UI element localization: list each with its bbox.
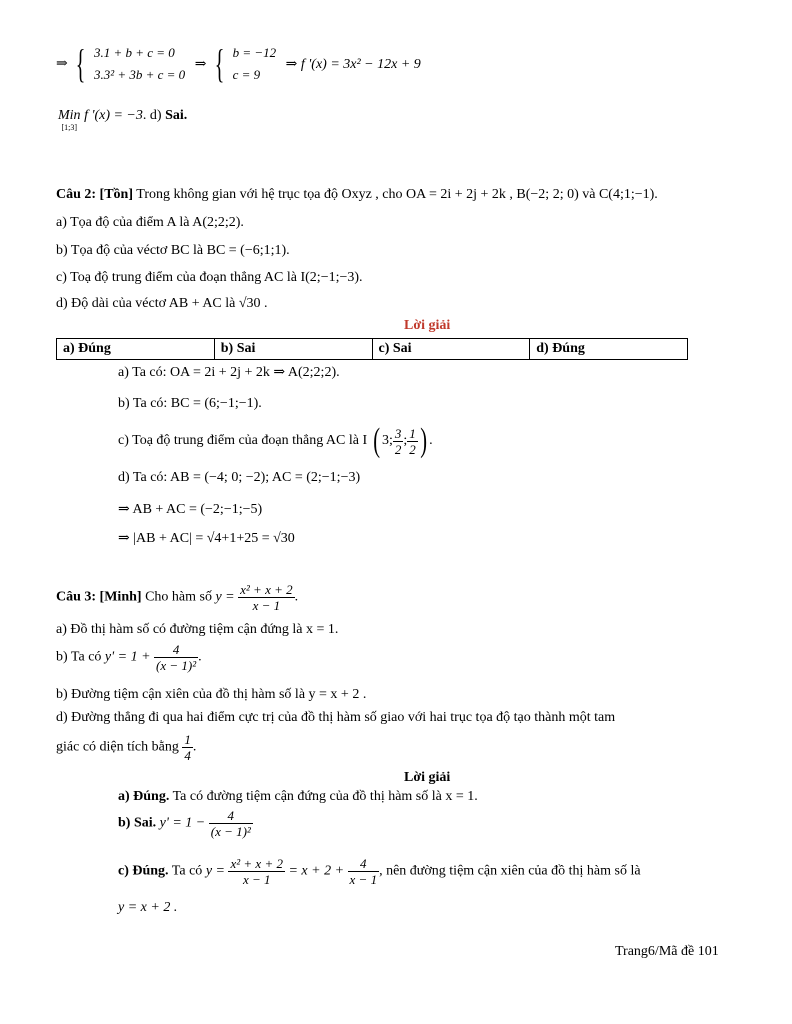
min-label: Min [58, 108, 81, 123]
fraction-denominator: 2 [394, 441, 402, 457]
system-2 [233, 42, 277, 86]
min-subscript: [1;3] [61, 123, 78, 132]
q2-option-d: d) Độ dài của véctơ AB + AC là √30 . [56, 296, 268, 311]
q3-option-b-expr: y' = 1 + [104, 649, 151, 665]
q2-solution-c-text: c) Toạ độ trung điểm của đoạn thẳng AC là I [118, 433, 368, 448]
system-1-line-2: 3.3² + 3b + c = 0 [93, 67, 186, 82]
q3-option-c: b) Đường tiệm cận xiên của đồ thị hàm số là y = x + 2 . [56, 687, 367, 702]
q2-option-c: c) Toạ độ trung điểm của đoạn thẳng AC là I(2;−1;−3). [56, 270, 363, 285]
left-paren: ( [372, 422, 380, 459]
q3-solution-title: Lời giải [404, 770, 451, 785]
q3-solution-c-fraction-2 [348, 856, 380, 887]
fraction-numerator: 4 [348, 856, 380, 872]
q3-solution-c-fraction-1 [228, 856, 284, 887]
q3-solution-a [118, 789, 478, 805]
min-line [58, 108, 187, 132]
q3-solution-c-text: Ta có [168, 863, 206, 879]
q2-solution-title: Lời giải [404, 318, 451, 333]
fraction-numerator: x² + x + 2 [240, 582, 293, 597]
table-row [57, 339, 688, 360]
implies-arrow: ⇒ [56, 56, 68, 72]
q3-solution-c [118, 856, 641, 887]
midpoint-x: 3; [381, 433, 393, 448]
q2-solution-d-1: d) Ta có: AB = (−4; 0; −2); AC = (2;−1;−3) [118, 470, 361, 485]
q3-solution-a-verdict: a) Đúng. [118, 789, 170, 804]
q3-solution-c-mid: = x + 2 + [288, 863, 345, 879]
system-2-line-1: b = −12 [232, 45, 277, 60]
q3-function-fraction [238, 582, 294, 613]
implies-arrow: ⇒ [194, 56, 207, 72]
fraction-numerator: 1 [409, 425, 416, 441]
q3-label: Câu 3: [Minh] [56, 589, 142, 605]
q3-solution-c-y: y = [205, 863, 225, 879]
fraction-denominator: 4 [184, 748, 191, 763]
q2-option-b: b) Tọa độ của véctơ BC là BC = (−6;1;1). [56, 243, 290, 258]
fraction-denominator: x − 1 [252, 598, 281, 613]
q3-solution-c-last: y = x + 2 . [118, 900, 178, 915]
fraction-denominator: 2 [409, 441, 416, 457]
q2-stem [56, 187, 658, 203]
q3-stem: Câu 3: [Minh] Cho hàm số y = $\frac{\text{x² + x + 2}}{x - 1}$ . [56, 582, 299, 613]
q3-solution-b-fraction [209, 808, 253, 839]
q3-option-d-text: giác có diện tích bằng [56, 739, 183, 755]
min-operator [58, 108, 81, 132]
q2-solution-b: b) Ta có: BC = (6;−1;−1). [118, 396, 262, 411]
fraction-numerator: 1 [184, 732, 191, 747]
q2-answer-table [56, 338, 688, 360]
system-2-line-2: c = 9 [232, 67, 261, 82]
q3-stem-text: Cho hàm số [141, 589, 216, 605]
left-brace: { [76, 41, 86, 86]
min-expression: f '(x) = −3 [80, 108, 143, 123]
q3-option-b-fraction [154, 642, 198, 673]
top-system-line [56, 42, 421, 86]
min-verdict: Sai. [165, 108, 188, 123]
q3-option-b: b) Ta có y' = 1 + $\frac{4}{\text{(x − 1)²}}$ . [56, 642, 202, 673]
q2-stem-text: Trong không gian với hệ trục tọa độ Oxyz , cho OA = 2i + 2j + 2k , B(−2; 2; 0) và C(4;1;−1). [133, 187, 658, 202]
q3-option-d-line-1: d) Đường thẳng đi qua hai điểm cực trị của đồ thị hàm số giao với hai trục tọa độ tạo thành một tam [56, 710, 616, 725]
fraction-denominator: (x − 1)² [210, 824, 251, 839]
fraction-numerator: x² + x + 2 [230, 856, 283, 871]
page-footer: Trang6/Mã đề 101 [615, 944, 719, 959]
fraction-denominator: (x − 1)² [156, 658, 197, 673]
fraction-numerator: 4 [154, 642, 198, 658]
q2-solution-d-2: ⇒ AB + AC = (−2;−1;−5) [118, 502, 263, 517]
q3-y-equals: y = [215, 589, 235, 605]
q3-solution-c-post: , nên đường tiệm cận xiên của đồ thị hàm số là [379, 863, 641, 879]
system-1 [94, 42, 185, 86]
q2-solution-c: c) Toạ độ trung điểm của đoạn thẳng AC là I ( 3; $\frac{3}{2}$ ; $\frac{1}{2}$ ) . [118, 422, 433, 459]
q2-option-a: a) Tọa độ của điểm A là A(2;2;2). [56, 215, 244, 230]
left-brace: { [214, 41, 225, 86]
q3-option-a: a) Đồ thị hàm số có đường tiệm cận đứng là x = 1. [56, 622, 339, 637]
q3-solution-c-verdict: c) Đúng. [118, 863, 169, 879]
answer-d: d) Đúng [530, 339, 688, 360]
q3-solution-b [118, 808, 253, 839]
min-d: . d) [142, 108, 166, 123]
right-paren: ) [420, 422, 427, 459]
fraction-numerator: 4 [209, 808, 253, 824]
answer-c: c) Sai [372, 339, 530, 360]
q3-option-d-fraction [182, 732, 193, 763]
q2-label: Câu 2: [Tồn] [56, 187, 134, 202]
midpoint-y-fraction [393, 426, 404, 457]
midpoint-z-fraction [407, 426, 418, 457]
answer-a: a) Đúng [57, 339, 215, 360]
system-1-line-1: 3.1 + b + c = 0 [93, 45, 175, 60]
q3-option-d-line-2: giác có diện tích bằng $\frac{1}{4}$ . [56, 732, 197, 763]
fraction-denominator: x − 1 [349, 872, 378, 887]
q2-solution-a: a) Ta có: OA = 2i + 2j + 2k ⇒ A(2;2;2). [118, 365, 340, 380]
answer-b: b) Sai [214, 339, 372, 360]
derivative-result: ⇒ f '(x) = 3x² − 12x + 9 [285, 56, 421, 72]
q2-solution-d-3: ⇒ |AB + AC| = √4+1+25 = √30 [118, 531, 295, 546]
fraction-numerator: 3 [394, 425, 402, 441]
q3-solution-b-expr: y' = 1 − [159, 815, 206, 831]
q3-solution-a-text: Ta có đường tiệm cận đứng của đồ thị hàm số là x = 1. [169, 789, 478, 804]
q3-option-b-text: b) Ta có [56, 649, 105, 665]
q3-solution-b-verdict: b) Sai. [118, 815, 157, 831]
fraction-denominator: x − 1 [242, 872, 271, 887]
